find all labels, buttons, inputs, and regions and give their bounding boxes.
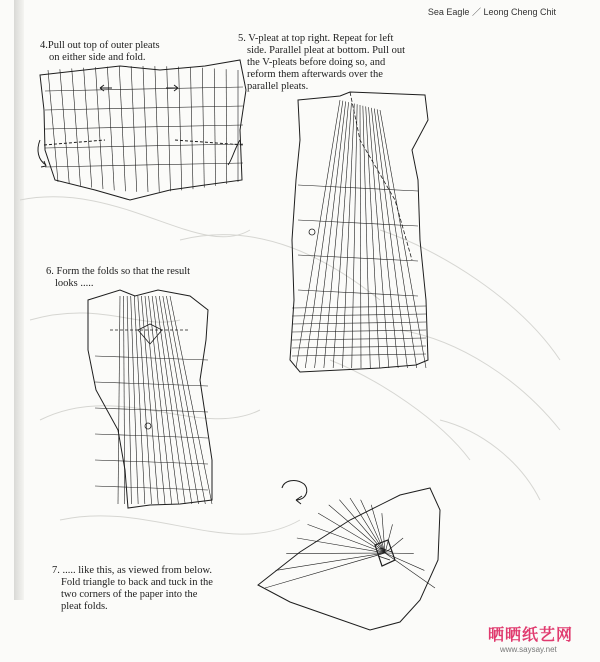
pleat-crease xyxy=(305,101,343,368)
pleat-crease xyxy=(191,67,194,189)
radial-crease xyxy=(329,505,385,553)
pleat-crease xyxy=(145,296,165,504)
step4-diagram xyxy=(38,60,246,200)
pleat-crease xyxy=(124,296,125,504)
parallel-pleat xyxy=(292,346,426,348)
horizontal-crease xyxy=(95,382,208,386)
step5-line-3: the V-pleats before doing so, and xyxy=(247,57,386,68)
pleat-crease xyxy=(159,296,192,504)
step5-diagram xyxy=(290,92,428,372)
pleat-crease xyxy=(48,70,58,182)
pleat-crease xyxy=(170,296,212,504)
pleat-crease xyxy=(363,106,370,368)
pleat-crease xyxy=(214,68,215,185)
pleat-crease xyxy=(118,296,120,504)
horizontal-crease xyxy=(95,356,208,360)
radial-crease xyxy=(286,553,385,554)
radial-crease xyxy=(361,500,385,553)
pleat-crease xyxy=(377,109,417,368)
step7-line-1: 7. ..... like this, as viewed from below. xyxy=(52,565,212,576)
horizontal-crease xyxy=(45,163,243,167)
radial-crease xyxy=(385,553,414,554)
step7-diagram xyxy=(258,488,440,630)
site-watermark-url: www.saysay.net xyxy=(500,645,557,654)
page-header: Sea Eagle ／ Leong Cheng Chit xyxy=(427,7,556,17)
horizontal-crease xyxy=(298,185,418,191)
step6-line-1: 6. Form the folds so that the result xyxy=(46,266,191,277)
pleat-crease xyxy=(72,68,81,185)
parallel-pleat xyxy=(292,314,426,316)
step7-line-4: pleat folds. xyxy=(61,601,108,612)
pleat-crease xyxy=(226,69,227,184)
pleat-crease xyxy=(138,296,152,504)
horizontal-crease xyxy=(45,144,243,148)
step4-caption xyxy=(40,40,260,64)
site-watermark-logo: 晒晒纸艺网 xyxy=(488,625,574,644)
horizontal-crease xyxy=(45,125,243,129)
horizontal-crease xyxy=(95,486,208,490)
step4-line-1: 4.Pull out top of outer pleats xyxy=(40,40,160,51)
pleat-crease xyxy=(155,66,159,192)
pleat-crease xyxy=(369,107,389,368)
step7-line-3: two corners of the paper into the xyxy=(61,589,198,600)
step6-caption xyxy=(46,266,246,290)
radial-crease xyxy=(385,553,435,588)
step7-caption xyxy=(52,565,247,613)
pleat-crease xyxy=(131,66,137,192)
rotate-symbol-icon xyxy=(282,481,307,504)
pleat-crease xyxy=(131,296,138,504)
step6-diagram xyxy=(88,290,212,508)
step5-line-2: side. Parallel pleat at bottom. Pull out xyxy=(247,45,406,56)
pleat-crease xyxy=(127,296,131,504)
step6-line-2: looks ..... xyxy=(55,278,94,289)
radial-crease xyxy=(276,553,385,570)
radial-crease xyxy=(350,498,385,553)
step4-line-2: on either side and fold. xyxy=(49,52,146,63)
pleat-crease xyxy=(360,105,361,368)
parallel-pleat xyxy=(292,338,426,340)
bleed-through xyxy=(20,197,560,534)
pleat-crease xyxy=(143,66,148,192)
step5-line-5: parallel pleats. xyxy=(247,81,309,92)
radial-crease xyxy=(339,500,385,553)
step7-line-2: Fold triangle to back and tuck in the xyxy=(61,577,213,588)
pleat-crease xyxy=(366,106,380,368)
horizontal-crease xyxy=(95,434,208,438)
pleat-crease xyxy=(107,67,114,191)
step5-line-1: 5. V-pleat at top right. Repeat for left xyxy=(238,33,394,44)
pleat-crease xyxy=(167,66,171,191)
parallel-pleat xyxy=(292,322,426,324)
step5-line-4: reform them afterwards over the xyxy=(247,69,383,80)
pleat-crease xyxy=(296,100,340,368)
pleat-crease xyxy=(202,68,204,188)
pleat-crease xyxy=(119,66,125,191)
parallel-pleat xyxy=(292,306,426,308)
step5-caption xyxy=(238,33,428,93)
radial-crease xyxy=(308,524,386,553)
horizontal-crease xyxy=(95,408,208,412)
pleat-crease xyxy=(179,67,182,191)
radial-crease xyxy=(265,553,385,588)
pleat-crease xyxy=(166,296,205,504)
pleat-crease xyxy=(380,110,426,368)
pleat-crease xyxy=(315,101,346,368)
pleat-crease xyxy=(84,68,92,188)
pleat-crease xyxy=(324,102,349,368)
pleat-crease xyxy=(371,108,398,368)
